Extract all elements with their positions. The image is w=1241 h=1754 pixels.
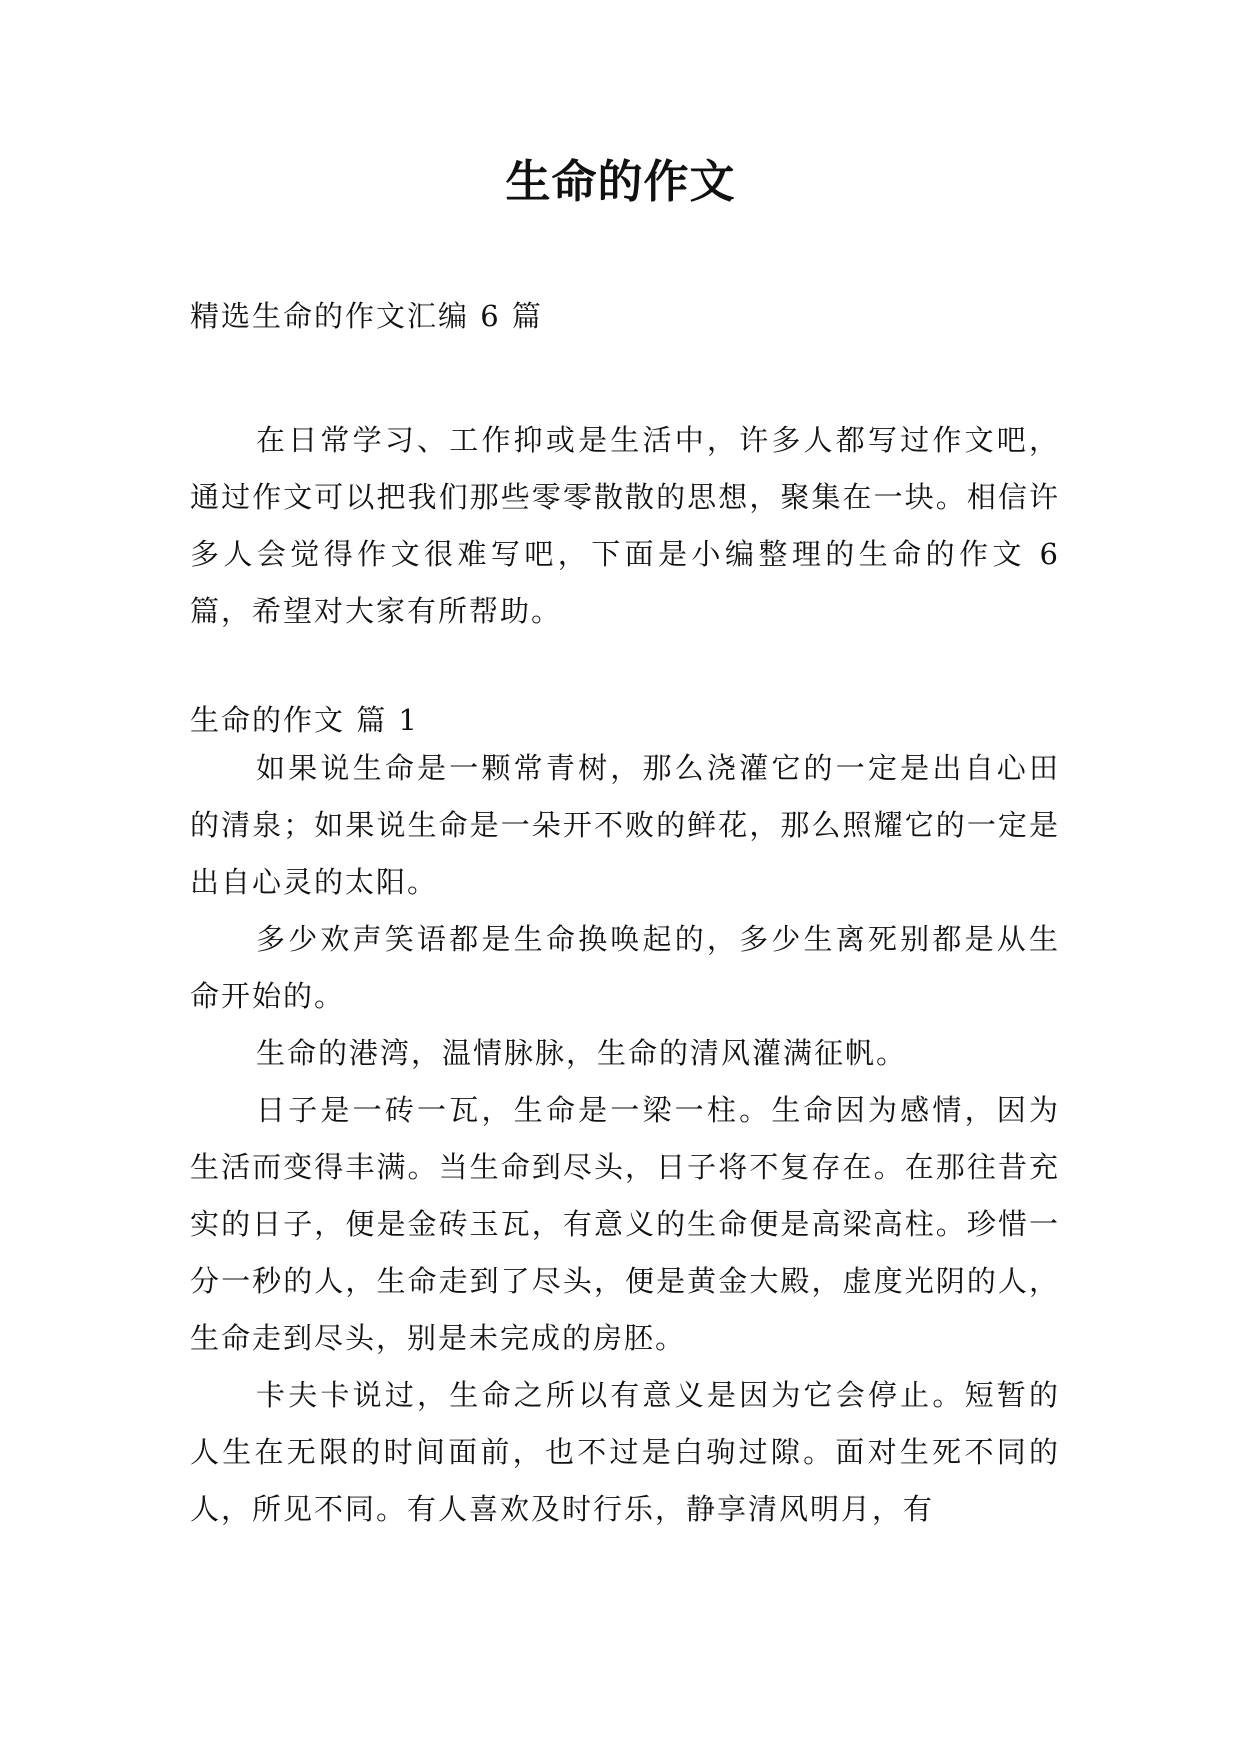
document-title: 生命的作文	[505, 155, 736, 208]
body-paragraph: 如果说生命是一颗常青树，那么浇灌它的一定是出自心田的清泉；如果说生命是一朵开不败的鲜花，那么照耀它的一定是出自心灵的太阳。	[190, 751, 1060, 899]
document-subtitle: 精选生命的作文汇编 6 篇	[190, 299, 543, 333]
body-paragraph: 日子是一砖一瓦，生命是一梁一柱。生命因为感情，因为生活而变得丰满。当生命到尽头，日子将不复存在。在那往昔充实的日子，便是金砖玉瓦，有意义的生命便是高梁高柱。珍惜一分一秒的人，生命走到了尽头，便是黄金大殿，虚度光阴的人，生命走到尽头，别是未完成的房胚。	[190, 1093, 1060, 1355]
body-paragraph: 生命的港湾，温情脉脉，生命的清风灌满征帆。	[256, 1036, 908, 1070]
intro-paragraph: 在日常学习、工作抑或是生活中，许多人都写过作文吧，通过作文可以把我们那些零零散散的思想，聚集在一块。相信许多人会觉得作文很难写吧，下面是小编整理的生命的作文 6 篇，希望对大家有所帮助。	[190, 423, 1060, 628]
body-paragraph: 卡夫卡说过，生命之所以有意义是因为它会停止。短暂的人生在无限的时间面前，也不过是白驹过隙。面对生死不同的人，所见不同。有人喜欢及时行乐，静享清风明月，有	[190, 1378, 1060, 1526]
section-heading: 生命的作文 篇 1	[190, 703, 419, 737]
body-paragraph: 多少欢声笑语都是生命换唤起的，多少生离死别都是从生命开始的。	[190, 922, 1060, 1013]
